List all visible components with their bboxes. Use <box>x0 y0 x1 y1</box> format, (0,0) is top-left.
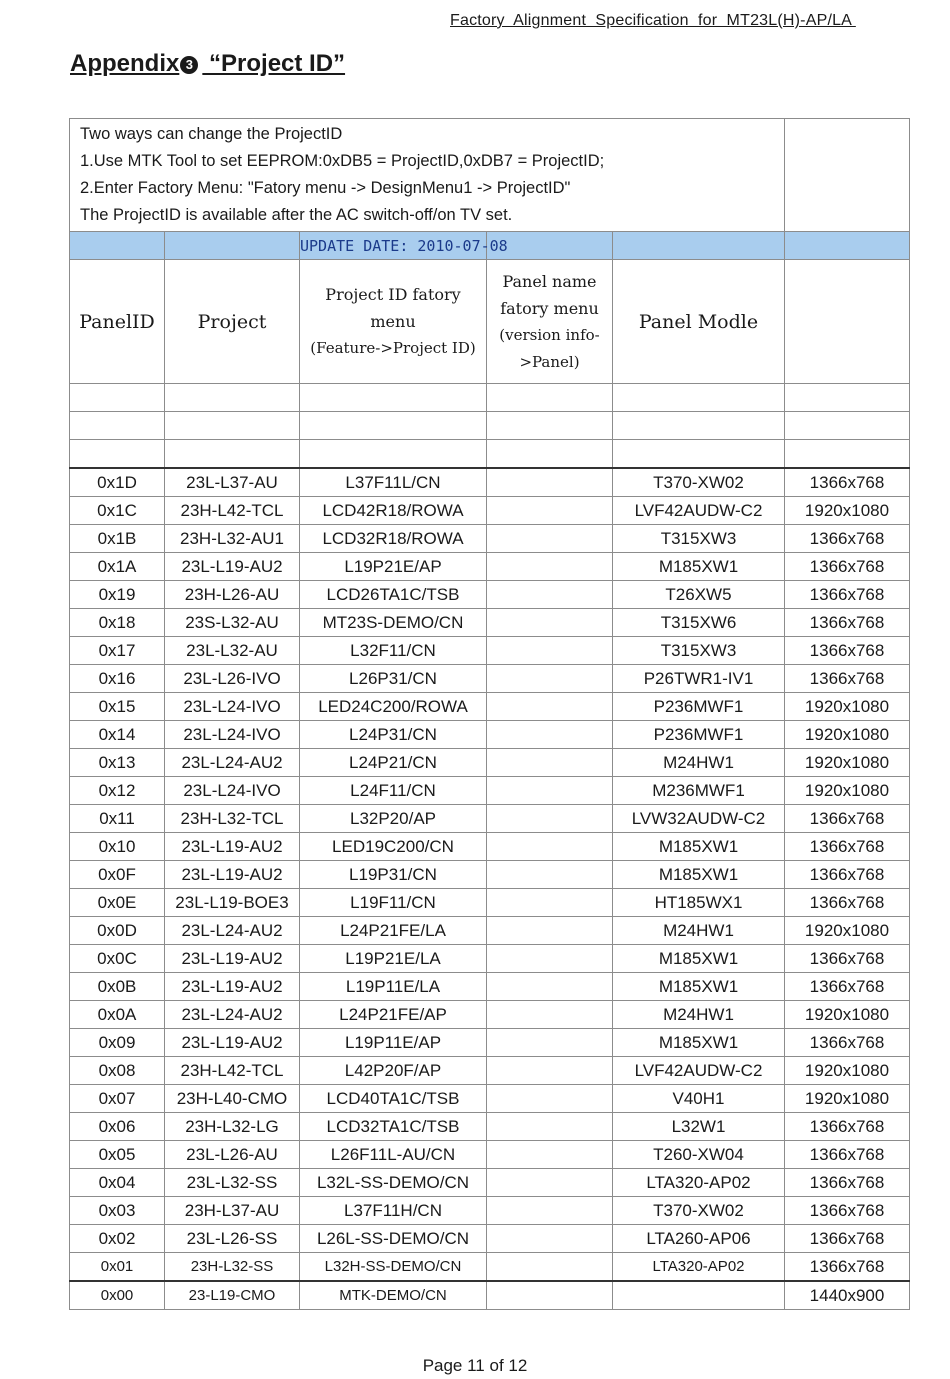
panel-name-cell <box>487 665 613 693</box>
panel-id-cell: 0x04 <box>70 1169 165 1197</box>
resolution-cell: 1366x768 <box>785 805 910 833</box>
resolution-cell: 1366x768 <box>785 945 910 973</box>
column-header-row <box>70 260 910 384</box>
project-id-menu-cell: L24F11/CN <box>300 777 487 805</box>
project-id-menu-cell: LCD32R18/ROWA <box>300 525 487 553</box>
panel-id-cell: 0x15 <box>70 693 165 721</box>
panel-model-cell: T315XW6 <box>613 609 785 637</box>
panel-model-cell: P236MWF1 <box>613 693 785 721</box>
resolution-cell: 1366x768 <box>785 468 910 497</box>
panel-model-cell: LVF42AUDW-C2 <box>613 1057 785 1085</box>
panel-model-cell: M24HW1 <box>613 917 785 945</box>
project-cell: 23H-L42-TCL <box>165 1057 300 1085</box>
table-row <box>70 1001 910 1029</box>
project-cell: 23L-L19-AU2 <box>165 973 300 1001</box>
panel-id-cell: 0x14 <box>70 721 165 749</box>
panel-model-cell: M236MWF1 <box>613 777 785 805</box>
project-cell: 23H-L42-TCL <box>165 497 300 525</box>
panel-id-cell: 0x01 <box>70 1253 165 1282</box>
panel-id-cell: 0x11 <box>70 805 165 833</box>
project-id-menu-cell: L32F11/CN <box>300 637 487 665</box>
panel-id-cell: 0x13 <box>70 749 165 777</box>
panel-name-cell <box>487 833 613 861</box>
panel-id-cell: 0x1C <box>70 497 165 525</box>
panel-model-cell: P236MWF1 <box>613 721 785 749</box>
resolution-cell: 1920x1080 <box>785 749 910 777</box>
panel-name-cell <box>487 777 613 805</box>
panel-name-cell <box>487 1253 613 1282</box>
resolution-cell: 1366x768 <box>785 553 910 581</box>
project-cell: 23H-L32-SS <box>165 1253 300 1282</box>
intro-empty-cell <box>785 119 910 232</box>
panel-model-cell: T370-XW02 <box>613 1197 785 1225</box>
project-id-menu-cell: LCD26TA1C/TSB <box>300 581 487 609</box>
project-id-menu-cell: L19F11/CN <box>300 889 487 917</box>
project-id-menu-cell: L37F11H/CN <box>300 1197 487 1225</box>
panel-model-cell: M185XW1 <box>613 553 785 581</box>
panel-name-cell <box>487 693 613 721</box>
header-resolution <box>785 260 910 384</box>
panel-model-cell: L32W1 <box>613 1113 785 1141</box>
panel-id-cell: 0x16 <box>70 665 165 693</box>
panel-name-cell <box>487 721 613 749</box>
project-cell: 23L-L32-AU <box>165 637 300 665</box>
panel-name-cell <box>487 973 613 1001</box>
update-date-row <box>70 232 910 260</box>
resolution-cell: 1920x1080 <box>785 777 910 805</box>
table-row <box>70 497 910 525</box>
panel-name-cell <box>487 553 613 581</box>
table-row <box>70 749 910 777</box>
panel-id-cell: 0x1B <box>70 525 165 553</box>
project-id-menu-cell: LCD42R18/ROWA <box>300 497 487 525</box>
table-row <box>70 1253 910 1282</box>
panel-name-cell <box>487 1001 613 1029</box>
project-id-menu-cell: L24P31/CN <box>300 721 487 749</box>
project-cell: 23H-L32-TCL <box>165 805 300 833</box>
panel-model-cell: LTA320-AP02 <box>613 1169 785 1197</box>
table-row <box>70 1141 910 1169</box>
table-row <box>70 1057 910 1085</box>
resolution-cell: 1366x768 <box>785 1029 910 1057</box>
project-id-menu-cell: MTK-DEMO/CN <box>300 1281 487 1310</box>
project-cell: 23H-L32-LG <box>165 1113 300 1141</box>
intro-cell <box>70 119 785 232</box>
panel-model-cell: LTA260-AP06 <box>613 1225 785 1253</box>
title-prefix: Appendix <box>70 50 180 77</box>
resolution-cell: 1366x768 <box>785 665 910 693</box>
panel-model-cell: T315XW3 <box>613 637 785 665</box>
project-id-menu-cell: L19P11E/LA <box>300 973 487 1001</box>
project-id-menu-cell: L19P21E/LA <box>300 945 487 973</box>
resolution-cell: 1366x768 <box>785 1169 910 1197</box>
resolution-cell: 1366x768 <box>785 525 910 553</box>
header-panel-id: PanelID <box>70 260 165 384</box>
panel-id-cell: 0x07 <box>70 1085 165 1113</box>
header-panel-model: Panel Modle <box>613 260 785 384</box>
project-id-menu-cell: LCD40TA1C/TSB <box>300 1085 487 1113</box>
project-id-menu-cell: L37F11L/CN <box>300 468 487 497</box>
project-cell: 23L-L26-IVO <box>165 665 300 693</box>
panel-name-cell <box>487 917 613 945</box>
resolution-cell: 1366x768 <box>785 1197 910 1225</box>
blank-row <box>70 412 910 440</box>
project-id-menu-cell: L19P31/CN <box>300 861 487 889</box>
table-row <box>70 665 910 693</box>
project-id-menu-cell: L32P20/AP <box>300 805 487 833</box>
table-row <box>70 693 910 721</box>
resolution-cell: 1440x900 <box>785 1281 910 1310</box>
panel-model-cell: M185XW1 <box>613 945 785 973</box>
resolution-cell: 1366x768 <box>785 833 910 861</box>
project-cell: 23L-L24-AU2 <box>165 917 300 945</box>
table-row <box>70 1029 910 1057</box>
project-id-menu-cell: L26L-SS-DEMO/CN <box>300 1225 487 1253</box>
project-id-menu-cell: LED19C200/CN <box>300 833 487 861</box>
table-row <box>70 917 910 945</box>
project-cell: 23L-L26-AU <box>165 1141 300 1169</box>
panel-model-cell <box>613 1281 785 1310</box>
project-cell: 23H-L40-CMO <box>165 1085 300 1113</box>
page-number: Page 11 of 12 <box>422 1356 528 1375</box>
panel-name-cell <box>487 468 613 497</box>
table-row <box>70 637 910 665</box>
table-row <box>70 1197 910 1225</box>
panel-id-cell: 0x12 <box>70 777 165 805</box>
project-id-menu-cell: L24P21/CN <box>300 749 487 777</box>
table-row <box>70 1113 910 1141</box>
panel-name-cell <box>487 1029 613 1057</box>
table-row <box>70 609 910 637</box>
resolution-cell: 1920x1080 <box>785 721 910 749</box>
project-cell: 23L-L26-SS <box>165 1225 300 1253</box>
project-id-menu-cell: L19P21E/AP <box>300 553 487 581</box>
panel-id-cell: 0x0C <box>70 945 165 973</box>
panel-name-cell <box>487 581 613 609</box>
project-cell: 23L-L32-SS <box>165 1169 300 1197</box>
panel-model-cell: T26XW5 <box>613 581 785 609</box>
resolution-cell: 1366x768 <box>785 1141 910 1169</box>
project-id-menu-cell: L26F11L-AU/CN <box>300 1141 487 1169</box>
panel-id-cell: 0x0A <box>70 1001 165 1029</box>
resolution-cell: 1366x768 <box>785 1225 910 1253</box>
panel-model-cell: T370-XW02 <box>613 468 785 497</box>
panel-name-cell <box>487 1169 613 1197</box>
appendix-number-badge: 3 <box>180 56 198 74</box>
panel-id-cell: 0x18 <box>70 609 165 637</box>
panel-model-cell: M24HW1 <box>613 1001 785 1029</box>
panel-id-cell: 0x19 <box>70 581 165 609</box>
project-cell: 23L-L19-AU2 <box>165 1029 300 1057</box>
table-row <box>70 1169 910 1197</box>
project-id-table <box>69 118 910 1310</box>
panel-model-cell: T260-XW04 <box>613 1141 785 1169</box>
project-cell: 23L-L19-AU2 <box>165 861 300 889</box>
project-cell: 23L-L19-AU2 <box>165 553 300 581</box>
panel-name-cell <box>487 1281 613 1310</box>
project-cell: 23-L19-CMO <box>165 1281 300 1310</box>
panel-id-cell: 0x17 <box>70 637 165 665</box>
panel-id-cell: 0x09 <box>70 1029 165 1057</box>
project-id-menu-cell: L24P21FE/LA <box>300 917 487 945</box>
panel-id-cell: 0x08 <box>70 1057 165 1085</box>
project-cell: 23L-L24-IVO <box>165 693 300 721</box>
panel-model-cell: LVF42AUDW-C2 <box>613 497 785 525</box>
resolution-cell: 1366x768 <box>785 973 910 1001</box>
panel-name-cell <box>487 1141 613 1169</box>
resolution-cell: 1366x768 <box>785 889 910 917</box>
panel-id-cell: 0x00 <box>70 1281 165 1310</box>
panel-model-cell: M185XW1 <box>613 973 785 1001</box>
panel-id-cell: 0x0F <box>70 861 165 889</box>
panel-model-cell: HT185WX1 <box>613 889 785 917</box>
table-row <box>70 945 910 973</box>
table-row <box>70 581 910 609</box>
table-row <box>70 777 910 805</box>
table-row <box>70 468 910 497</box>
table-row <box>70 1085 910 1113</box>
panel-model-cell: P26TWR1-IV1 <box>613 665 785 693</box>
table-row <box>70 1225 910 1253</box>
project-cell: 23S-L32-AU <box>165 609 300 637</box>
panel-id-cell: 0x10 <box>70 833 165 861</box>
intro-line: The ProjectID is available after the AC switch-off/on TV set. <box>80 206 513 224</box>
running-header: Factory Alignment Specification for MT23L(H)-AP/LA <box>450 12 856 29</box>
project-id-menu-cell: L24P21FE/AP <box>300 1001 487 1029</box>
project-id-menu-cell: LCD32TA1C/TSB <box>300 1113 487 1141</box>
table-row <box>70 721 910 749</box>
panel-name-cell <box>487 609 613 637</box>
panel-name-cell <box>487 497 613 525</box>
table-row <box>70 833 910 861</box>
panel-name-cell <box>487 861 613 889</box>
panel-id-cell: 0x1D <box>70 468 165 497</box>
project-cell: 23H-L37-AU <box>165 1197 300 1225</box>
project-cell: 23H-L26-AU <box>165 581 300 609</box>
project-id-menu-cell: L26P31/CN <box>300 665 487 693</box>
panel-model-cell: LVW32AUDW-C2 <box>613 805 785 833</box>
project-cell: 23L-L19-AU2 <box>165 945 300 973</box>
project-cell: 23L-L24-IVO <box>165 777 300 805</box>
table-row <box>70 553 910 581</box>
resolution-cell: 1366x768 <box>785 1253 910 1282</box>
panel-name-cell <box>487 805 613 833</box>
panel-name-cell <box>487 889 613 917</box>
resolution-cell: 1920x1080 <box>785 693 910 721</box>
table-row <box>70 861 910 889</box>
panel-name-cell <box>487 1085 613 1113</box>
page-title <box>70 50 345 78</box>
panel-id-cell: 0x02 <box>70 1225 165 1253</box>
intro-line: 2.Enter Factory Menu: "Fatory menu -> DesignMenu1 -> ProjectID" <box>80 179 571 197</box>
table-row <box>70 525 910 553</box>
project-id-menu-cell: LED24C200/ROWA <box>300 693 487 721</box>
project-cell: 23L-L19-BOE3 <box>165 889 300 917</box>
table-row <box>70 973 910 1001</box>
panel-model-cell: T315XW3 <box>613 525 785 553</box>
resolution-cell: 1920x1080 <box>785 1001 910 1029</box>
panel-model-cell: M185XW1 <box>613 861 785 889</box>
table-row <box>70 805 910 833</box>
header-project: Project <box>165 260 300 384</box>
resolution-cell: 1366x768 <box>785 581 910 609</box>
panel-name-cell <box>487 749 613 777</box>
resolution-cell: 1366x768 <box>785 637 910 665</box>
project-id-menu-cell: L32L-SS-DEMO/CN <box>300 1169 487 1197</box>
project-cell: 23L-L37-AU <box>165 468 300 497</box>
panel-name-cell <box>487 637 613 665</box>
resolution-cell: 1920x1080 <box>785 1057 910 1085</box>
panel-id-cell: 0x05 <box>70 1141 165 1169</box>
panel-model-cell: M185XW1 <box>613 1029 785 1057</box>
panel-name-cell <box>487 525 613 553</box>
intro-row <box>70 119 910 232</box>
panel-id-cell: 0x0B <box>70 973 165 1001</box>
project-id-menu-cell: L19P11E/AP <box>300 1029 487 1057</box>
resolution-cell: 1920x1080 <box>785 1085 910 1113</box>
project-cell: 23H-L32-AU1 <box>165 525 300 553</box>
resolution-cell: 1366x768 <box>785 1113 910 1141</box>
update-date: UPDATE DATE: 2010-07-08 <box>300 232 487 260</box>
resolution-cell: 1366x768 <box>785 861 910 889</box>
header-panel-name: Panel name fatory menu (version info->Panel) <box>487 260 613 384</box>
panel-model-cell: LTA320-AP02 <box>613 1253 785 1282</box>
table-row <box>70 1281 910 1310</box>
intro-line: 1.Use MTK Tool to set EEPROM:0xDB5 = ProjectID,0xDB7 = ProjectID; <box>80 152 605 170</box>
panel-id-cell: 0x06 <box>70 1113 165 1141</box>
panel-name-cell <box>487 1113 613 1141</box>
resolution-cell: 1920x1080 <box>785 917 910 945</box>
project-id-menu-cell: L32H-SS-DEMO/CN <box>300 1253 487 1282</box>
project-cell: 23L-L24-AU2 <box>165 1001 300 1029</box>
panel-name-cell <box>487 945 613 973</box>
project-cell: 23L-L19-AU2 <box>165 833 300 861</box>
resolution-cell: 1920x1080 <box>785 497 910 525</box>
panel-model-cell: M185XW1 <box>613 833 785 861</box>
title-suffix: “Project ID” <box>202 50 346 77</box>
panel-name-cell <box>487 1225 613 1253</box>
panel-id-cell: 0x03 <box>70 1197 165 1225</box>
panel-id-cell: 0x0D <box>70 917 165 945</box>
panel-id-cell: 0x0E <box>70 889 165 917</box>
blank-row <box>70 384 910 412</box>
project-id-menu-cell: MT23S-DEMO/CN <box>300 609 487 637</box>
panel-model-cell: M24HW1 <box>613 749 785 777</box>
panel-id-cell: 0x1A <box>70 553 165 581</box>
resolution-cell: 1366x768 <box>785 609 910 637</box>
panel-name-cell <box>487 1197 613 1225</box>
panel-model-cell: V40H1 <box>613 1085 785 1113</box>
blank-row <box>70 440 910 469</box>
project-cell: 23L-L24-IVO <box>165 721 300 749</box>
intro-line: Two ways can change the ProjectID <box>80 125 343 143</box>
panel-name-cell <box>487 1057 613 1085</box>
project-cell: 23L-L24-AU2 <box>165 749 300 777</box>
header-project-id-menu: Project ID fatory menu (Feature->Project ID) <box>300 260 487 384</box>
project-id-menu-cell: L42P20F/AP <box>300 1057 487 1085</box>
table-row <box>70 889 910 917</box>
